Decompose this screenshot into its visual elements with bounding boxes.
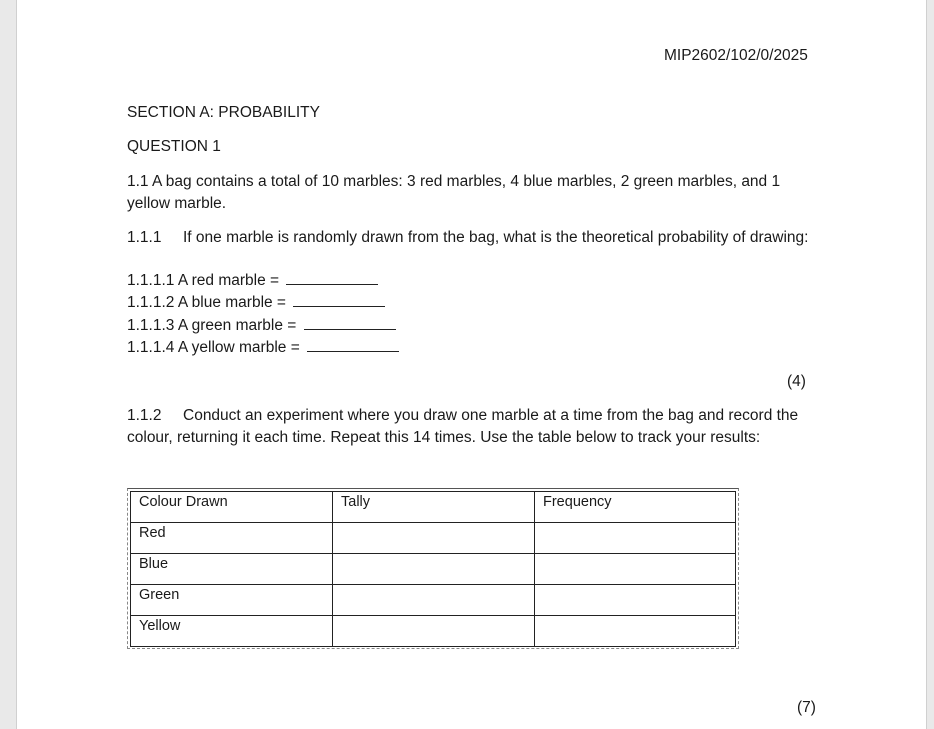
table-cell-frequency[interactable] [535,585,736,616]
answer-blank[interactable] [286,270,378,285]
sub-question-label: 1.1.1.2 A blue marble = [127,294,291,312]
question-number: 1.1.1 [127,229,162,246]
table-header-cell: Frequency [535,492,736,523]
marks-1-1-1: (4) [787,373,806,390]
document-code: MIP2602/102/0/2025 [664,47,808,64]
sub-question-green [127,315,399,337]
table-cell-tally[interactable] [333,523,535,554]
sub-question-label: 1.1.1.4 A yellow marble = [127,339,305,357]
table-cell-frequency[interactable] [535,616,736,647]
marks-1-1-2: (7) [797,699,816,716]
answer-blank[interactable] [293,292,385,307]
question-title: QUESTION 1 [127,138,221,155]
question-1-1-1 [127,227,817,249]
table-cell-colour: Yellow [131,616,333,647]
table-cell-tally[interactable] [333,616,535,647]
table-row [131,616,736,647]
table-cell-frequency[interactable] [535,523,736,554]
table-cell-tally[interactable] [333,554,535,585]
question-1-1-2-text: Conduct an experiment where you draw one marble at a time from the bag and record the colour, returning it each time. Repeat this 14 times. Use the table below to track your results: [127,407,799,446]
sub-question-red [127,270,399,292]
table-row [131,554,736,585]
table-row [131,585,736,616]
table-header-cell: Colour Drawn [131,492,333,523]
table-cell-tally[interactable] [333,585,535,616]
answer-blank[interactable] [304,315,396,330]
table-row [131,523,736,554]
question-1-1-1-text: If one marble is randomly drawn from the bag, what is the theoretical probability of drawing: [183,229,809,246]
table-header-cell: Tally [333,492,535,523]
sub-question-label: 1.1.1.3 A green marble = [127,316,301,334]
sub-question-label: 1.1.1.1 A red marble = [127,272,284,289]
tally-table [130,491,736,647]
section-title: SECTION A: PROBABILITY [127,104,320,121]
question-number: 1.1.2 [127,407,162,424]
question-1-1-text: 1.1 A bag contains a total of 10 marbles: 3 red marbles, 4 blue marbles, 2 green marbles, and 1 yellow marble. [127,173,781,212]
table-cell-colour: Blue [131,554,333,585]
tally-table-container [127,488,739,649]
answer-blank[interactable] [307,337,399,352]
sub-question-blue [127,292,399,314]
table-cell-colour: Green [131,585,333,616]
sub-question-yellow [127,337,399,359]
table-header-row [131,492,736,523]
table-cell-frequency[interactable] [535,554,736,585]
document-page [16,0,927,729]
sub-question-list [127,270,399,360]
table-cell-colour: Red [131,523,333,554]
question-1-1-2 [127,405,817,449]
